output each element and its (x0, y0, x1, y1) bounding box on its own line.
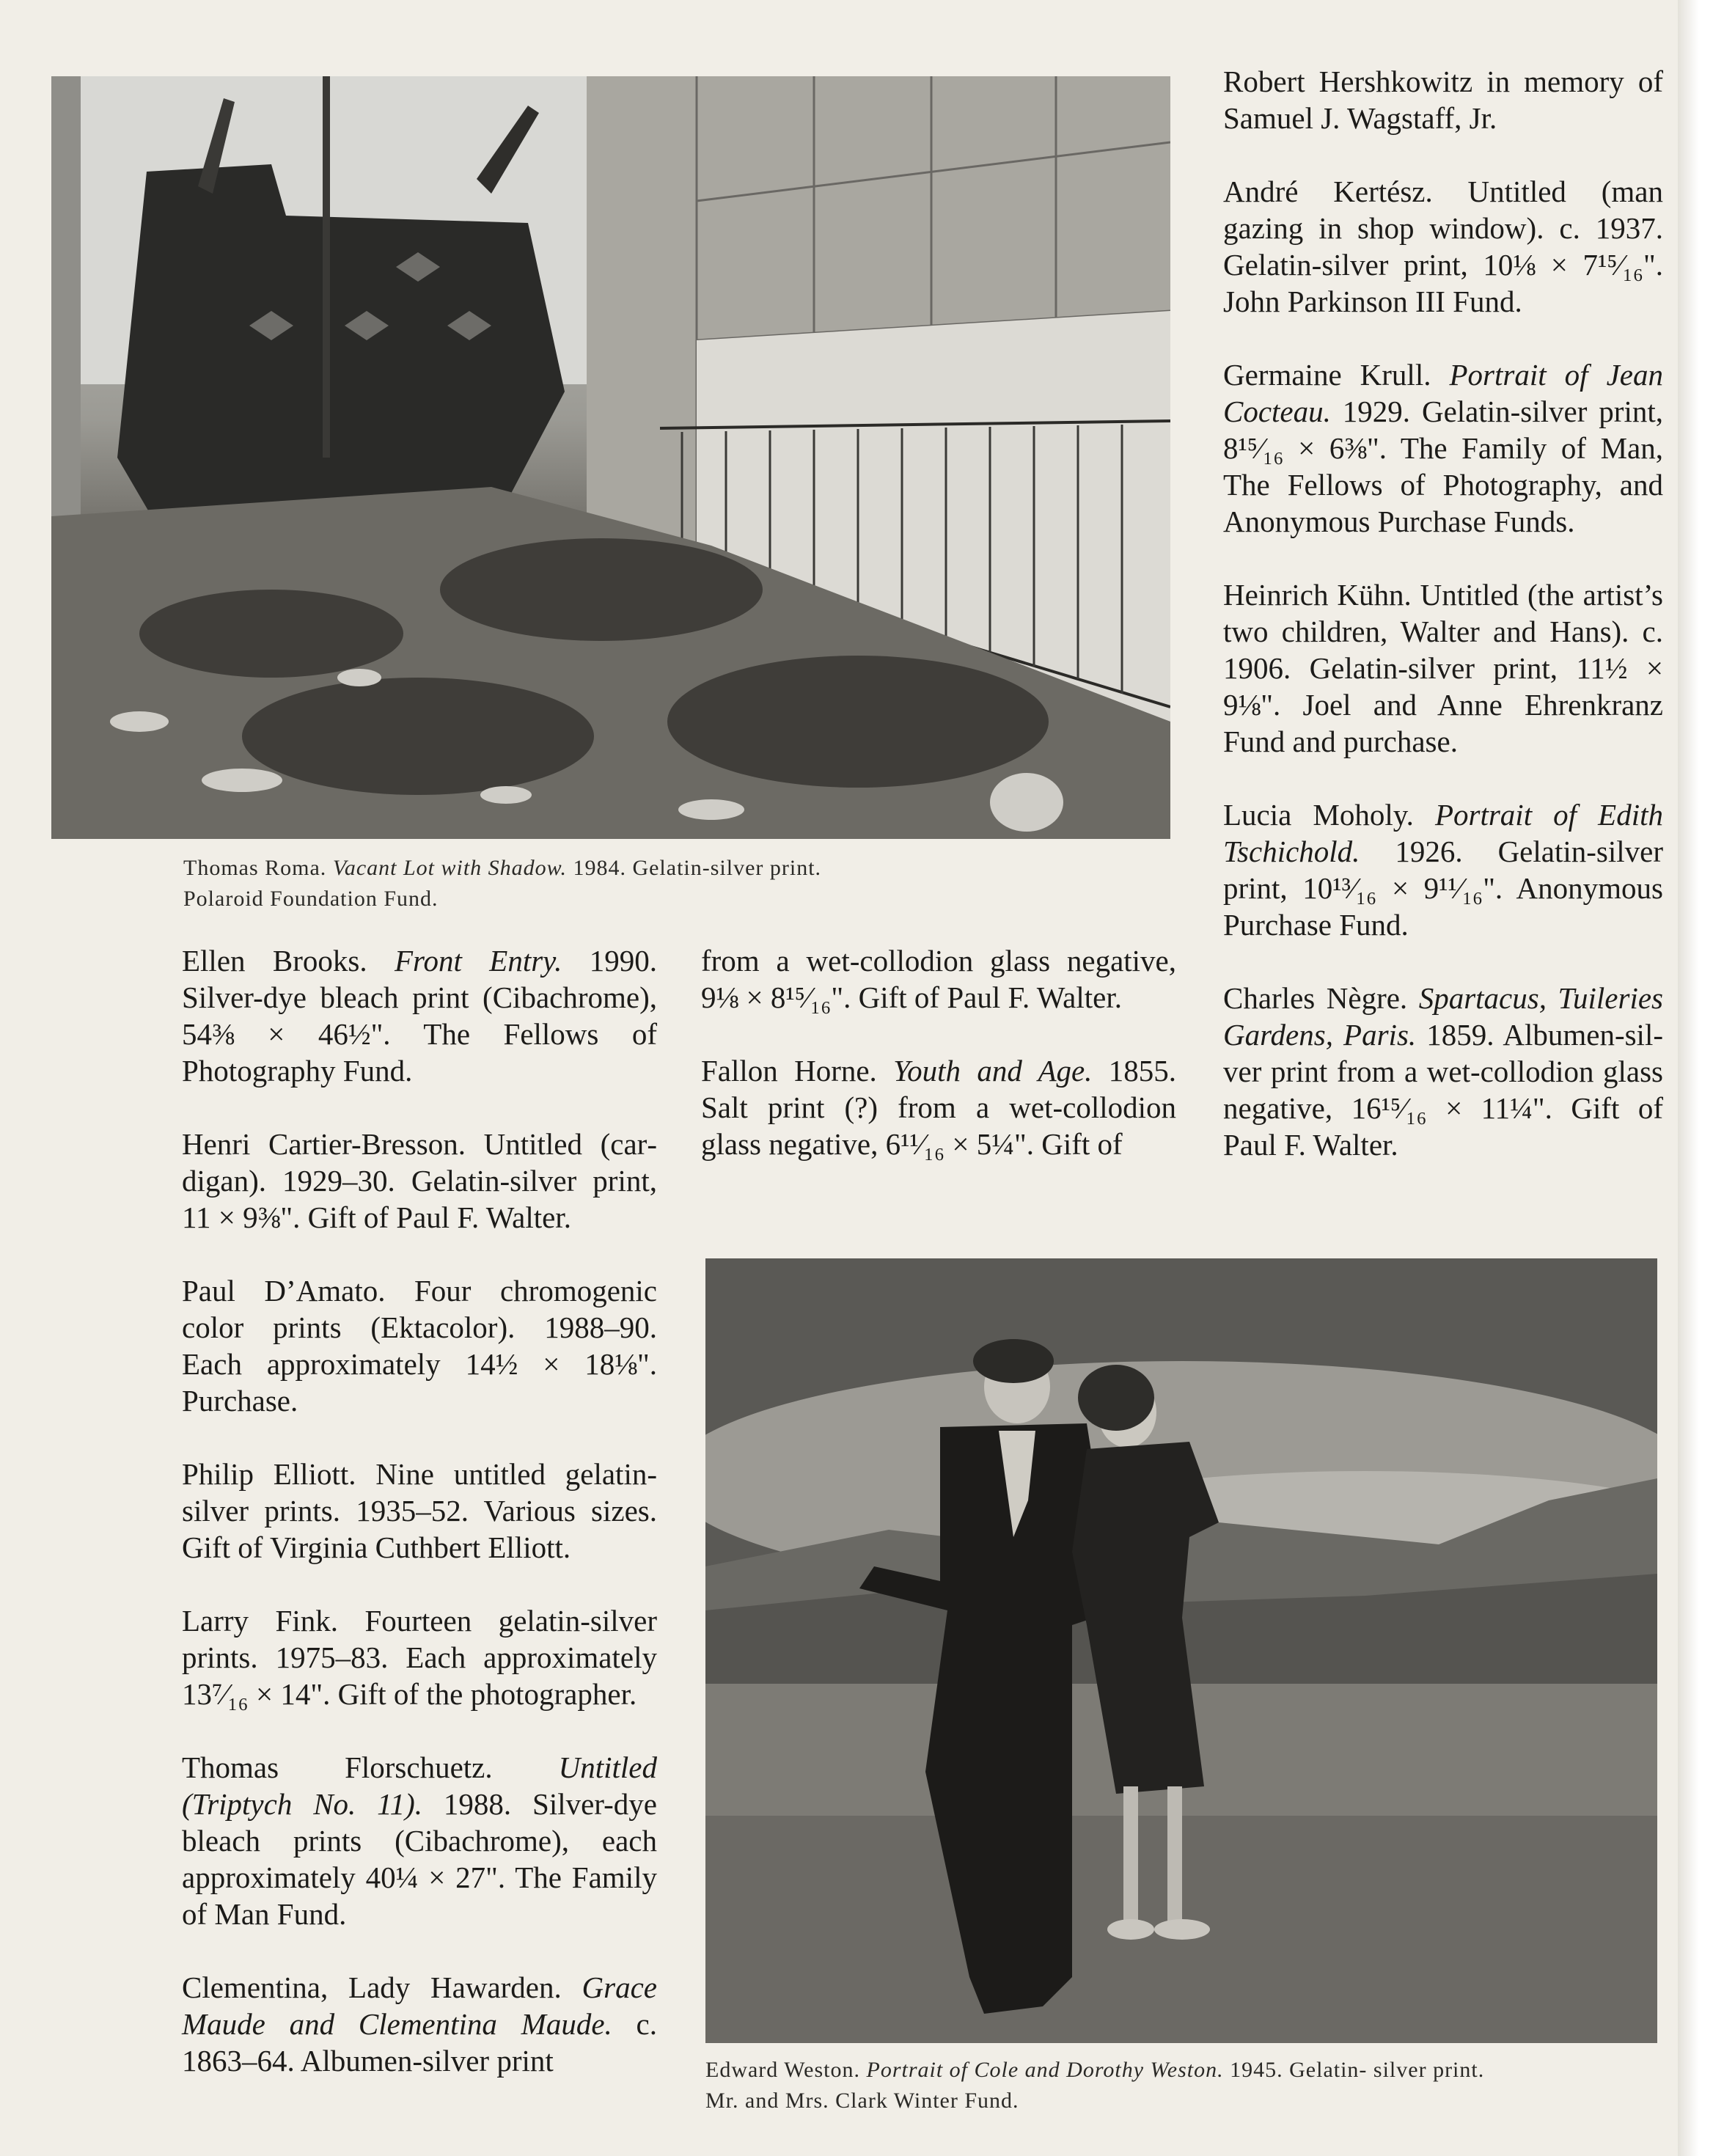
entry-horne (701, 1052, 1176, 1162)
entry-text: Ellen Brooks. (182, 944, 395, 978)
caption-line-1 (183, 853, 821, 884)
entry-kertesz (1223, 173, 1663, 320)
entry-title: Youth and Age. (893, 1054, 1093, 1088)
middle-text-column (701, 942, 1176, 1162)
entry-text: Germaine Krull. (1223, 358, 1450, 392)
entry-details: 1988. Silver-dye bleach prints (Cibachrome), each approximately 40¼ × 27". The Family of Man Fund. (182, 1787, 657, 1931)
entry-details: 1859. Albumen-silver print from a wet-collodion glass negative, 16¹⁵⁄₁₆ × 11¼". Gift of Paul F. Walter. (1223, 1018, 1663, 1162)
entry-fink (182, 1602, 657, 1712)
entry-text: Thomas Florschuetz. (182, 1750, 559, 1784)
caption-line-2: Mr. and Mrs. Clark Winter Fund. (705, 2089, 1019, 2113)
entry-details: 1926. Gelatin-silver print, 10¹³⁄₁₆ × 9¹¹⁄₁₆". Anonymous Purchase Fund. (1223, 835, 1663, 942)
page-edge (1678, 0, 1713, 2156)
vacant-lot-image (51, 76, 1170, 839)
entry-title: Spartacus, Tuileries Gardens, Paris. (1223, 981, 1663, 1052)
entry-title: Untitled (Triptych No. 11). (182, 1750, 657, 1821)
entry-text: Fallon Horne. (701, 1054, 894, 1088)
entry-text: Larry Fink. Fourteen gelatin-silver prints. 1975–83. Each approximately 13⁷⁄₁₆ × 14". Gift of the photographer. (182, 1604, 657, 1711)
entry-text: Philip Elliott. Nine untitled gelatin-silver prints. 1935–52. Various sizes. Gift of Virginia Cuthbert Elliott. (182, 1457, 657, 1564)
caption-artist: Thomas Roma. (183, 856, 333, 880)
entry-damato (182, 1272, 657, 1419)
entry-text: from a wet-collodion glass negative, 9⅛ × 8¹⁵⁄₁₆". Gift of Paul F. Walter. (701, 944, 1176, 1014)
weston-portrait-image (705, 1258, 1657, 2043)
entry-text: André Kertész. Untitled (man gazing in shop window). c. 1937. Gelatin-silver print, 10⅛ × 7¹⁵⁄₁₆". John Parkinson III Fund. (1223, 175, 1663, 318)
entry-details: c. 1863–64. Albumen-silver print (182, 2007, 657, 2078)
entry-title: Portrait of Jean Cocteau. (1223, 358, 1664, 428)
caption-title: Vacant Lot with Shadow. (332, 856, 567, 880)
entry-krull (1223, 356, 1663, 540)
entry-elliott (182, 1456, 657, 1566)
entry-negre (1223, 980, 1663, 1163)
entry-text: Paul D’Amato. Four chromogenic color prints (Ektacolor). 1988–90. Each approximately 14½ × 18⅛". Purchase. (182, 1274, 657, 1418)
entry-details: 1855. Salt print (?) from a wet-collodion glass negative, 6¹¹⁄₁₆ × 5¼". Gift of (701, 1054, 1176, 1161)
caption-details: 1945. Gelatin- silver print. (1223, 2058, 1485, 2082)
entry-hershkowitz (1223, 63, 1663, 136)
entry-text: Clementina, Lady Hawarden. (182, 1970, 582, 2004)
vacant-lot-photo (51, 76, 1170, 839)
entry-cartier-bresson (182, 1126, 657, 1236)
entry-text: Henri Cartier-Bresson. Untitled (cardigan). 1929–30. Gelatin-silver print, 11 × 9⅜". Gift of Paul F. Walter. (182, 1127, 657, 1234)
left-text-column (182, 942, 657, 2079)
entry-title: Portrait of Edith Tschichold. (1223, 798, 1663, 868)
entry-hawarden-cont (701, 942, 1176, 1016)
caption-line-2: Polaroid Foundation Fund. (183, 887, 439, 911)
entry-moholy (1223, 796, 1663, 943)
caption-details: 1984. Gelatin-silver print. (566, 856, 822, 880)
entry-details: 1990. Silver-dye bleach print (Cibachrome), 54⅜ × 46½". The Fellows of Photography Fund. (182, 944, 657, 1088)
weston-portrait-photo (705, 1258, 1657, 2043)
vacant-lot-caption (183, 853, 821, 914)
right-text-column (1223, 63, 1663, 1163)
caption-artist: Edward Weston. (705, 2058, 867, 2082)
entry-text: Robert Hershkowitz in memory of Samuel J. Wagstaff, Jr. (1223, 65, 1663, 135)
entry-text: Heinrich Kühn. Untitled (the artist’s two children, Walter and Hans). c. 1906. Gelatin-silver print, 11½ × 9⅛". Joel and Anne Ehrenkranz Fund and purchase. (1223, 578, 1663, 758)
entry-title: Grace Maude and Clementina Maude. (182, 1970, 657, 2041)
entry-text: Lucia Moholy. (1223, 798, 1435, 832)
entry-details: 1929. Gelatin-silver print, 8¹⁵⁄₁₆ × 6⅜". The Family of Man, The Fellows of Photography, and Anonymous Purchase Funds. (1223, 395, 1663, 538)
entry-brooks (182, 942, 657, 1089)
entry-kuhn (1223, 576, 1663, 760)
entry-florschuetz (182, 1749, 657, 1932)
entry-title: Front Entry. (395, 944, 562, 978)
weston-caption (705, 2055, 1484, 2116)
entry-hawarden (182, 1969, 657, 2079)
entry-text: Charles Nègre. (1223, 981, 1419, 1015)
caption-line-1 (705, 2055, 1484, 2086)
caption-title: Portrait of Cole and Dorothy Weston. (866, 2058, 1224, 2082)
